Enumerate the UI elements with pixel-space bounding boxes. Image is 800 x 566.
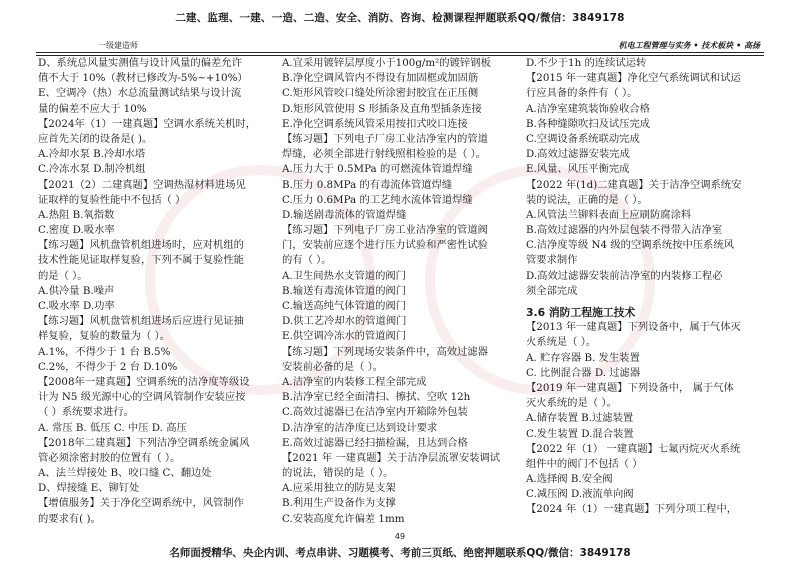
text-columns xyxy=(38,56,766,524)
text-line: D.输送剧毒流体的管道焊缝 xyxy=(282,208,407,221)
text-line: 焊缝，必须全部进行射线照相检验的是（ ）。 xyxy=(282,148,487,161)
text-line: 【2015 年一建真题】净化空气系统调试和试运 xyxy=(526,72,741,85)
column-middle xyxy=(282,56,522,524)
text-line: C. 比例混合器 D. 过滤器 xyxy=(526,366,641,379)
text-line: D.不少于1h 的连续试运转 xyxy=(526,57,647,69)
text-line: A.洁净室建筑装饰验收合格 xyxy=(526,102,650,115)
column-left xyxy=(38,56,278,524)
text-line: E.高效过滤器已经扫描检漏，且达到合格 xyxy=(282,436,468,449)
text-line: 装的说法，正确的是（ ）。 xyxy=(526,193,648,206)
text-line: 技术性能见证取样复验，下列不属于复验性能 xyxy=(38,254,244,267)
text-line: A.宜采用镀锌层厚度小于100g/m²的镀锌钢板 xyxy=(282,57,491,69)
text-line: 的说法，错误的是（ ）。 xyxy=(282,467,394,480)
text-line: A、法兰焊接处 B、咬口缝 C、翻边处 xyxy=(38,467,212,480)
text-line: A.风管法兰铆料表面上应刷防腐涂料 xyxy=(526,208,692,221)
text-line: C.减压阀 D.液流单向阀 xyxy=(526,488,634,501)
text-line: 的有（ ）。 xyxy=(282,254,332,267)
text-line: 【练习题】下列现场安装条件中，高效过滤器 xyxy=(282,345,488,358)
text-line: D.洁净室的洁净度已达到设计要求 xyxy=(282,421,438,434)
footer-banner: 名师面授精华、央企内训、考点串讲、习题模考、考前三页纸、绝密押题联系QQ/微信：3849178 xyxy=(169,547,631,559)
text-line: 【练习题】风机盘管机组进场后应进行见证抽 xyxy=(38,315,244,328)
text-line: A.储存装置 B.过滤装置 xyxy=(526,412,634,425)
text-line: D.高效过滤器安装前洁净室的内装修工程必 xyxy=(526,269,723,282)
text-line: 【2018年二建真题】下列洁净空调系统金属风 xyxy=(38,436,250,449)
text-line: 【2022 年（1） 一建真题】七氟丙烷灭火系统 xyxy=(526,442,741,455)
text-line: C.安装高度允许偏差 1mm xyxy=(282,512,405,524)
column-right xyxy=(526,56,766,524)
text-line: E.供空调冷冻水的管道阀门 xyxy=(282,330,407,343)
text-line: 的是（ ）。 xyxy=(38,269,88,282)
text-line: D、焊接缝 E、铆钉处 xyxy=(38,482,140,495)
text-line: 的要求有( )。 xyxy=(38,512,101,524)
text-line: 管必须涂密封胶的位置有（ ）。 xyxy=(38,451,181,464)
header-left: 一级建造师 xyxy=(98,41,138,50)
text-line: C.高效过滤器已在洁净室内开箱除外包装 xyxy=(282,406,468,419)
text-line: 须全部完成 xyxy=(526,284,578,297)
text-line: A.供冷量 B.噪声 xyxy=(38,284,115,297)
text-line: E.净化空调系统风管采用按扣式咬口连接 xyxy=(282,117,468,130)
text-line: A.1%，不得少于 1 台 B.5% xyxy=(38,345,171,358)
text-line: B.输送有毒流体管道的阀门 xyxy=(282,284,407,297)
text-line: C.矩形风管咬口缝处所涂密封胶宜在正压侧 xyxy=(282,87,479,100)
text-line: A.压力大于 0.5MPa 的可燃流体管道焊缝 xyxy=(282,163,473,176)
text-line: D.供工艺冷却水的管道阀门 xyxy=(282,315,407,328)
text-line: （ ）系统要求进行。 xyxy=(38,406,134,419)
text-line: D、系统总风量实测值与设计风量的偏差允许 xyxy=(38,57,242,69)
text-line: 【2019 年一建真题】下列设备中， 属于气体 xyxy=(526,381,734,394)
text-line: E、空调冷（热）水总流量测试结果与设计流 xyxy=(38,87,242,100)
text-line: 【2013 年一建真题】下列设备中，属于气体灭 xyxy=(526,321,741,334)
text-line: 火系统是（ ）。 xyxy=(526,336,597,349)
top-banner: 二建、监理、一建、一造、二造、安全、消防、咨询、检测课程押题联系QQ/微信：3849178 xyxy=(175,12,625,24)
text-line: D.矩形风管使用 S 形插条及直角型插条连接 xyxy=(282,102,482,115)
page-number: 49 xyxy=(394,532,406,541)
text-line: B.洁净室已经全面清扫、擦拭、空吹 12h xyxy=(282,391,471,404)
text-line: 【练习题】下列电子厂房工业洁净室的管道阀 xyxy=(282,224,488,237)
text-line: 值不大于 10%（教材已修改为-5%~+10%） xyxy=(38,72,248,85)
text-line: B.净化空调风管内不得设有加固框或加固筋 xyxy=(282,72,479,85)
text-line: 【2024 年（1）一建真题】下列分项工程中， xyxy=(526,503,738,516)
text-line: C.空调设备系统联动完成 xyxy=(526,132,640,145)
text-line: 行应具备的条件有（ ）。 xyxy=(526,87,638,100)
text-line: C.输送高纯气体管道的阀门 xyxy=(282,300,407,312)
text-line: A. 贮存容器 B. 发生装置 xyxy=(526,351,640,364)
text-line: 安装前必备的是（ ）。 xyxy=(282,360,384,373)
text-line: 门，安装前应逐个进行压力试验和严密性试验 xyxy=(282,239,488,252)
text-line: B.利用生产设备作为支撑 xyxy=(282,497,396,510)
text-line: 【练习题】风机盘管机组进场时，应对机组的 xyxy=(38,239,244,252)
text-line: B.各种缝隙吹扫及试压完成 xyxy=(526,117,651,130)
text-line: 管要求制作 xyxy=(526,254,578,267)
text-line: 【增值服务】关于净化空调系统中，风管制作 xyxy=(38,497,244,510)
text-line: 样复验，复验的数量为（ ）。 xyxy=(38,330,170,343)
text-line: A.卫生间热水支管道的阀门 xyxy=(282,269,406,282)
text-line: 组件中的阀门不包括（ ） xyxy=(526,457,643,470)
text-line: 证取样的复验性能中不包括（ ） xyxy=(38,193,186,206)
text-line: 【2024年（1）一建真题】空调水系统关机时， xyxy=(38,117,257,130)
text-line: A.冷却水泵 B.冷却水塔 xyxy=(38,148,146,161)
text-line: C.洁净度等级 N4 级的空调系统按中压系统风 xyxy=(526,239,734,252)
text-line: C.吸水率 D.功率 xyxy=(38,300,115,312)
text-line: A.热阻 B.氧指数 xyxy=(38,208,115,221)
text-line: 计为 N5 级光源中心的空调风管制作安装应按 xyxy=(38,391,246,404)
text-line: B.高效过滤器的内外层包装不得带入洁净室 xyxy=(526,224,723,237)
text-line: 【2008年一建真题】空调系统的洁净度等级设 xyxy=(38,375,250,388)
text-line: 量的偏差不应大于 10% xyxy=(38,102,147,115)
text-line: A.选择阀 B.安全阀 xyxy=(526,473,613,486)
text-line: D.高效过滤器安装完成 xyxy=(526,148,630,161)
header-rule xyxy=(36,52,764,53)
text-line: 【2021（2）二建真题】空调热湿材料进场见 xyxy=(38,178,246,191)
text-line: A. 常压 B. 低压 C. 中压 D. 高压 xyxy=(38,421,187,434)
text-line: 灭火系统的是（ ）。 xyxy=(526,397,617,410)
text-line: B.压力 0.8MPa 的有毒流体管道焊缝 xyxy=(282,178,453,191)
text-line: C.压力 0.6MPa 的工艺纯水流体管道焊缝 xyxy=(282,193,473,206)
text-line: C.发生装置 D.混合装置 xyxy=(526,427,634,440)
running-header xyxy=(0,38,800,52)
text-line: 【2021 年 一建真题】关于洁净层流罩安装调试 xyxy=(282,451,501,464)
text-line: 【2022 年(1d)二建真题】关于洁净空调系统安 xyxy=(526,178,742,191)
text-line: C.冷冻水泵 D.制冷机组 xyxy=(38,163,146,176)
text-line: E.风量、风压平衡完成 xyxy=(526,163,630,176)
header-right: 机电工程管理与实务 • 技术板块 • 高扬 xyxy=(618,40,760,50)
text-line: A.洁净室的内装修工程全部完成 xyxy=(282,375,427,388)
text-line: 【练习题】下列电子厂房工业洁净室内的管道 xyxy=(282,132,488,145)
text-line: C.2%，不得少于 2 台 D.10% xyxy=(38,360,178,373)
text-line: A.应采用独立的防晃支架 xyxy=(282,482,396,495)
text-line: 应首先关闭的设备是( )。 xyxy=(38,132,153,145)
text-line: C.密度 D.吸水率 xyxy=(38,224,115,237)
text-line: 3.6 消防工程施工技术 xyxy=(526,306,636,319)
